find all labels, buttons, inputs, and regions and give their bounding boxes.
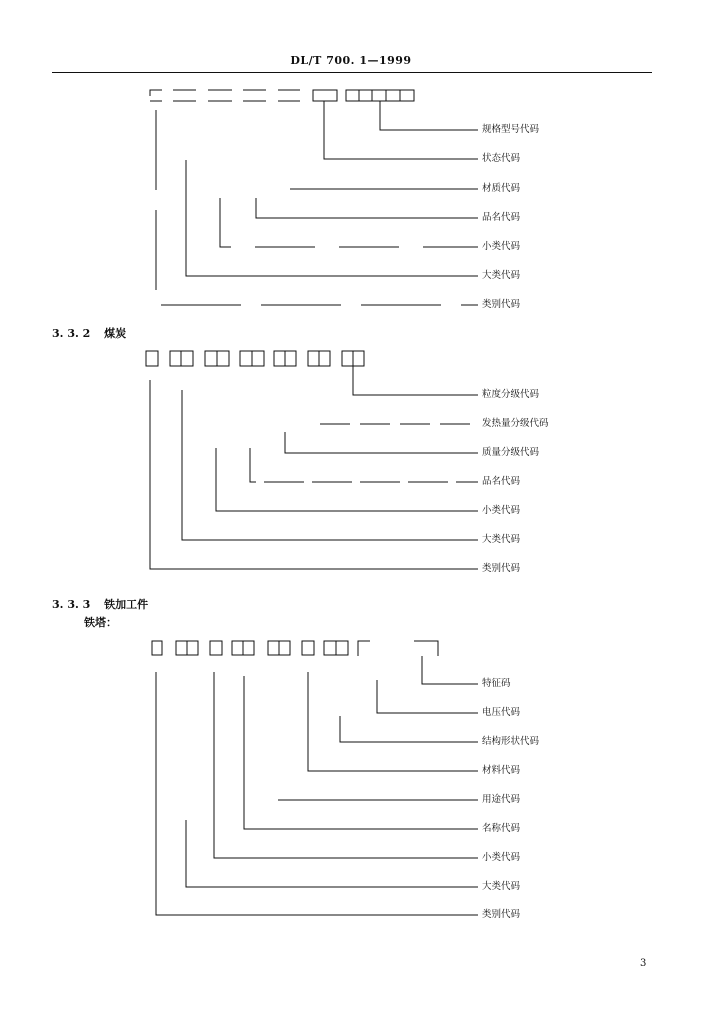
connector-voltage: [377, 680, 478, 713]
label-subclass-code: 小类代码: [482, 505, 521, 516]
subsection-tower: 铁塔：: [84, 616, 117, 629]
label-category-code: 类别代码: [482, 299, 521, 310]
page-number: 3: [640, 958, 647, 969]
code-box: [152, 641, 162, 655]
connector-class: [186, 820, 478, 887]
label-structure-shape-code: 结构形状代码: [482, 736, 540, 747]
label-quality-grade-code: 质量分级代码: [482, 447, 540, 458]
label-class-code: 大类代码: [482, 270, 521, 281]
section-number: 3. 3. 3: [52, 598, 91, 611]
connector-subclass: [214, 672, 478, 858]
label-spec-model-code: 规格型号代码: [482, 124, 540, 135]
label-name-code: 名称代码: [482, 823, 521, 834]
label-material-code: 材质代码: [482, 183, 521, 194]
code-box: [302, 641, 314, 655]
code-box: [210, 641, 222, 655]
code-box: [358, 641, 370, 656]
label-heat-grade-code: 发热量分级代码: [482, 418, 549, 429]
connector-category: [156, 672, 478, 915]
label-subclass-code: 小类代码: [482, 852, 521, 863]
label-product-name-code: 品名代码: [482, 476, 521, 487]
label-particle-grade-code: 粒度分级代码: [482, 389, 540, 400]
label-material-code: 材料代码: [482, 765, 521, 776]
connector-material: [308, 672, 478, 771]
connector-structure: [340, 716, 478, 742]
label-class-code: 大类代码: [482, 881, 521, 892]
section-number: 3. 3. 2: [52, 327, 91, 340]
label-class-code: 大类代码: [482, 534, 521, 545]
label-category-code: 类别代码: [482, 909, 521, 920]
label-feature-code: 特征码: [482, 678, 511, 689]
label-subclass-code: 小类代码: [482, 241, 521, 252]
label-purpose-code: 用途代码: [482, 794, 521, 805]
standard-header: DL/T 700. 1—1999: [290, 54, 412, 67]
code-box: [414, 641, 438, 656]
section-title: 煤炭: [104, 327, 127, 340]
section-title: 铁加工件: [104, 598, 149, 611]
label-product-name-code: 品名代码: [482, 212, 521, 223]
label-category-code: 类别代码: [482, 563, 521, 574]
connector-name: [244, 676, 478, 829]
label-state-code: 状态代码: [482, 153, 521, 164]
label-voltage-code: 电压代码: [482, 707, 521, 718]
connector-feature: [422, 656, 478, 684]
